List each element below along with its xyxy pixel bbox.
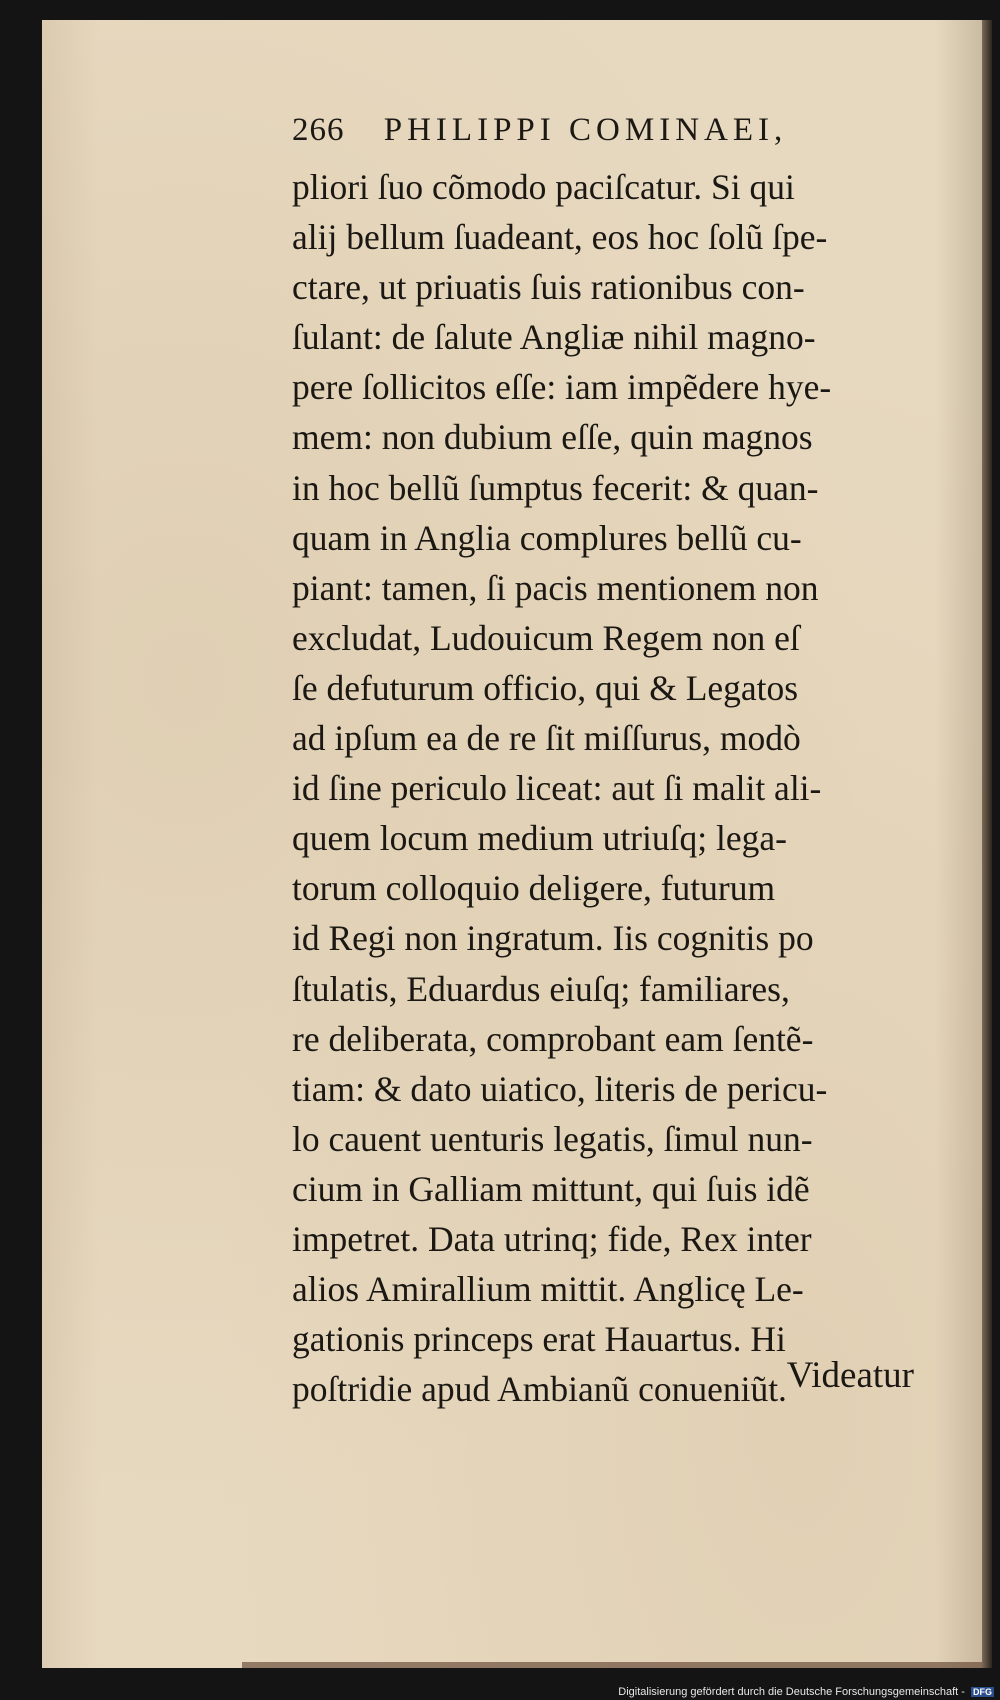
text-line: lo cauent uenturis legatis, ſimul nun- [292,1118,813,1159]
text-line: alios Amirallium mittit. Anglicę Le- [292,1269,804,1310]
text-line: cium in Galliam mittunt, qui ſuis idẽ [292,1168,810,1209]
running-title: PHILIPPI COMINAEI, [383,112,788,148]
text-line: alij bellum ſuadeant, eos hoc ſolũ ſpe- [292,217,828,258]
text-line: piant: tamen, ſi pacis mentionem non [292,567,819,608]
text-line: pliori ſuo cõmodo paciſcatur. Si qui [292,167,795,207]
funding-credit [618,1686,994,1698]
text-line: pere ſollicitos eſſe: iam impẽdere hye- [292,367,832,408]
page-number: 266 [292,112,345,148]
text-line: ſtulatis, Eduardus eiuſq; familiares, [292,968,790,1009]
body-text [292,162,952,1414]
text-line: poſtridie apud Ambianũ conueniũt. [292,1369,787,1410]
page-edge-shadow [982,20,992,1668]
text-line: ſe defuturum officio, qui & Legatos [292,667,799,708]
running-head [292,112,912,149]
text-line: in hoc bellũ ſumptus fecerit: & quan- [292,467,819,508]
catchword: Videatur [786,1355,914,1396]
text-line: impetret. Data utrinq; fide, Rex inter [292,1218,812,1259]
text-line: ſulant: de ſalute Angliæ nihil magno- [292,317,816,358]
dfg-logo-icon: DFG [973,1687,992,1697]
text-line: gationis princeps erat Hauartus. Hi [292,1319,786,1360]
text-line: id Regi non ingratum. Iis cognitis po [292,918,814,959]
text-line: ad ipſum ea de re ſit miſſurus, modò [292,718,801,759]
text-line: quem locum medium utriuſq; lega- [292,818,787,859]
funding-credit-text: Digitalisierung gefördert durch die Deutsche Forschungsgemeinschaft - [618,1686,965,1698]
text-line: re deliberata, comprobant eam ſentẽ- [292,1018,814,1059]
text-line: excludat, Ludouicum Regem non eſ [292,617,800,658]
text-line: quam in Anglia complures bellũ cu- [292,517,802,558]
text-line: torum colloquio deligere, futurum [292,868,776,909]
text-line: mem: non dubium eſſe, quin magnos [292,417,813,458]
text-line: ctare, ut priuatis ſuis rationibus con- [292,267,805,308]
page-bottom-edge [242,1662,982,1668]
text-line: id ſine periculo liceat: aut ſi malit ali- [292,768,822,809]
text-line: tiam: & dato uiatico, literis de pericu- [292,1068,828,1109]
